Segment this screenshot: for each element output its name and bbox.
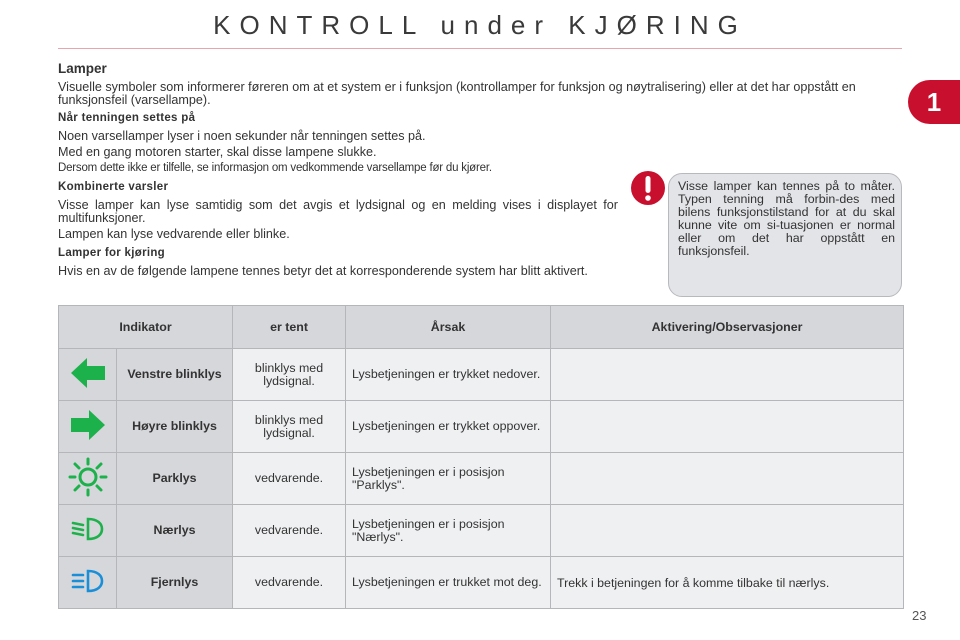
table-row	[59, 453, 904, 505]
header-divider	[58, 48, 902, 49]
combined-heading: Kombinerte varsler	[58, 181, 169, 193]
right-arrow-icon	[69, 408, 107, 442]
table-row	[59, 401, 904, 453]
table-row	[59, 349, 904, 401]
indicator-obs: Trekk i betjeningen for å komme tilbake til nærlys.	[551, 557, 904, 609]
indicator-name: Høyre blinklys	[117, 401, 233, 453]
header-cause: Årsak	[346, 306, 551, 349]
parking-light-icon	[68, 457, 108, 497]
table-header-row	[59, 306, 904, 349]
indicator-cause: Lysbetjeningen er i posisjon "Parklys".	[346, 453, 551, 505]
combined-text-1: Visse lamper kan lyse samtidig som det avgis et lydsignal og en melding vises i displayet for multifunksjoner.	[58, 198, 618, 225]
ignition-text-3: Dersom dette ikke er tilfelle, se informasjon om vedkommende varsellampe før du kjører.	[58, 162, 492, 174]
warning-note: Visse lamper kan tennes på to måter. Typen tenning må forbin-des med bilens funksjonstilstand for at du skal kunne vite om si-tuasjonen er normal eller om det har oppstått en funksjonsfeil.	[668, 173, 902, 297]
ignition-text-1: Noen varsellamper lyser i noen sekunder når tenningen settes på.	[58, 129, 426, 143]
indicator-state: vedvarende.	[233, 557, 346, 609]
driving-text: Hvis en av de følgende lampene tennes betyr det at korresponderende system har blitt aktivert.	[58, 264, 588, 278]
exclamation-icon	[630, 170, 666, 206]
intro-section	[58, 62, 904, 111]
indicator-state: vedvarende.	[233, 505, 346, 557]
indicator-obs	[551, 401, 904, 453]
indicator-name: Parklys	[117, 453, 233, 505]
table-row	[59, 557, 904, 609]
intro-text: Visuelle symboler som informerer føreren om at et system er i funksjon (kontrollamper for funksjon og nøytralisering) eller at det har oppstått en funksjonsfeil (varsellampe).	[58, 80, 856, 107]
section-heading: Lamper	[58, 61, 107, 76]
indicator-name: Nærlys	[117, 505, 233, 557]
ignition-heading: Når tenningen settes på	[58, 112, 196, 124]
indicator-cause: Lysbetjeningen er i posisjon "Nærlys".	[346, 505, 551, 557]
indicator-cause: Lysbetjeningen er trukket mot deg.	[346, 557, 551, 609]
indicator-obs	[551, 349, 904, 401]
page-title: KONTROLL under KJØRING	[213, 10, 747, 40]
page-number: 23	[912, 608, 927, 623]
indicator-name: Fjernlys	[117, 557, 233, 609]
indicator-state: vedvarende.	[233, 453, 346, 505]
indicator-table	[58, 305, 904, 609]
ignition-text-2: Med en gang motoren starter, skal disse lampene slukke.	[58, 145, 377, 159]
indicator-obs	[551, 505, 904, 557]
indicator-state: blinklys med lydsignal.	[233, 401, 346, 453]
header-indicator: Indikator	[59, 306, 233, 349]
driving-heading: Lamper for kjøring	[58, 247, 165, 259]
header-state: er tent	[233, 306, 346, 349]
chapter-badge: 1	[908, 80, 960, 124]
content-column	[58, 112, 618, 281]
dipped-beam-icon	[70, 515, 106, 543]
header-obs: Aktivering/Observasjoner	[551, 306, 904, 349]
table-row	[59, 505, 904, 557]
indicator-obs	[551, 453, 904, 505]
indicator-name: Venstre blinklys	[117, 349, 233, 401]
indicator-cause: Lysbetjeningen er trykket oppover.	[346, 401, 551, 453]
combined-text-2: Lampen kan lyse vedvarende eller blinke.	[58, 227, 290, 241]
indicator-state: blinklys med lydsignal.	[233, 349, 346, 401]
indicator-cause: Lysbetjeningen er trykket nedover.	[346, 349, 551, 401]
main-beam-icon	[70, 567, 106, 595]
left-arrow-icon	[69, 356, 107, 390]
